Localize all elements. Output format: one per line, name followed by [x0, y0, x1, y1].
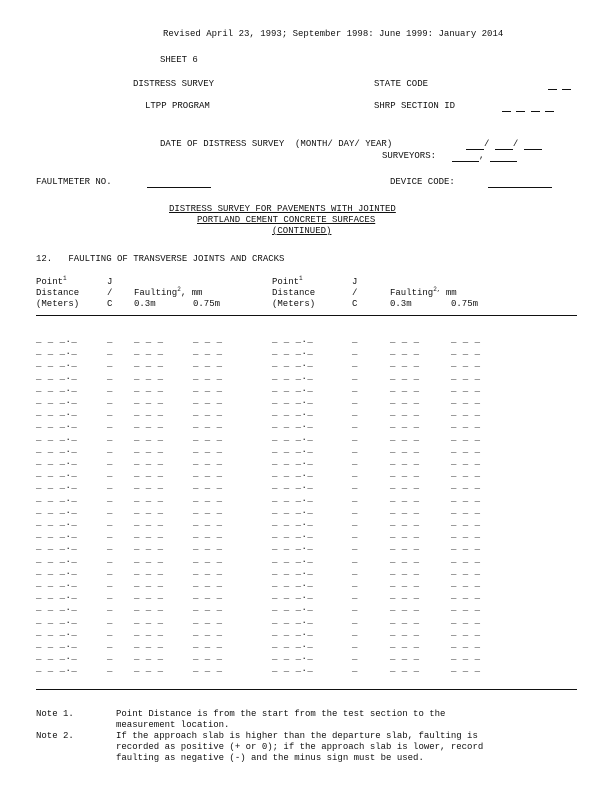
jc-right-field[interactable]: _: [352, 420, 358, 430]
point-distance-right-field[interactable]: _ _ _._: [272, 359, 314, 369]
faulting-03-left-field[interactable]: _ _ _: [134, 567, 164, 577]
jc-left-field[interactable]: _: [107, 530, 113, 540]
faulting-03-right-field[interactable]: _ _ _: [390, 420, 420, 430]
point-distance-left-field[interactable]: _ _ _._: [36, 628, 78, 638]
jc-left-field[interactable]: _: [107, 335, 113, 345]
faulting-075-right-field[interactable]: _ _ _: [451, 616, 481, 626]
faulting-075-left-field[interactable]: _ _ _: [193, 591, 223, 601]
jc-left-field[interactable]: _: [107, 652, 113, 662]
faulting-03-right-field[interactable]: _ _ _: [390, 408, 420, 418]
faulting-03-right-field[interactable]: _ _ _: [390, 567, 420, 577]
point-distance-left-field[interactable]: _ _ _._: [36, 384, 78, 394]
faulting-075-left-field[interactable]: _ _ _: [193, 469, 223, 479]
point-distance-left-field[interactable]: _ _ _._: [36, 579, 78, 589]
faulting-03-left-field[interactable]: _ _ _: [134, 469, 164, 479]
col-03-right: 0.3m: [390, 299, 412, 309]
jc-right-field[interactable]: _: [352, 628, 358, 638]
jc-left-field[interactable]: _: [107, 506, 113, 516]
point-distance-right-field[interactable]: _ _ _._: [272, 664, 314, 674]
faulting-075-left-field[interactable]: _ _ _: [193, 481, 223, 491]
faulting-075-left-field[interactable]: _ _ _: [193, 616, 223, 626]
point-distance-left-field[interactable]: _ _ _._: [36, 408, 78, 418]
faulting-075-right-field[interactable]: _ _ _: [451, 359, 481, 369]
faultmeter-label: FAULTMETER NO.: [36, 177, 112, 187]
faulting-03-left-field[interactable]: _ _ _: [134, 506, 164, 516]
point-distance-right-field[interactable]: _ _ _._: [272, 445, 314, 455]
faulting-03-left-field[interactable]: _ _ _: [134, 433, 164, 443]
faulting-075-left-field[interactable]: _ _ _: [193, 408, 223, 418]
faulting-075-right-field[interactable]: _ _ _: [451, 457, 481, 467]
faulting-03-left-field[interactable]: _ _ _: [134, 408, 164, 418]
faulting-075-right-field[interactable]: _ _ _: [451, 518, 481, 528]
col-slash-right: /: [352, 288, 358, 298]
point-distance-right-field[interactable]: _ _ _._: [272, 579, 314, 589]
faulting-03-right-field[interactable]: _ _ _: [390, 664, 420, 674]
jc-right-field[interactable]: _: [352, 664, 358, 674]
survey-date-field[interactable]: / /: [466, 139, 542, 150]
point-distance-right-field[interactable]: _ _ _._: [272, 457, 314, 467]
point-distance-left-field[interactable]: _ _ _._: [36, 664, 78, 674]
jc-left-field[interactable]: _: [107, 469, 113, 479]
faulting-075-right-field[interactable]: _ _ _: [451, 396, 481, 406]
point-distance-right-field[interactable]: _ _ _._: [272, 396, 314, 406]
col-point-right: Point$^1$: [272, 275, 303, 287]
note2-text: If the approach slab is higher than the departure slab, faulting is recorded as positive (+ or 0); if the approach slab is lower, record faulting as negative (-) and the minus sign must be used.: [116, 731, 484, 763]
faulting-075-right-field[interactable]: _ _ _: [451, 542, 481, 552]
state-code-label: STATE CODE: [374, 79, 429, 89]
point-distance-right-field[interactable]: _ _ _._: [272, 518, 314, 528]
jc-right-field[interactable]: _: [352, 579, 358, 589]
jc-right-field[interactable]: _: [352, 591, 358, 601]
shrp-section-label: SHRP SECTION ID: [374, 101, 456, 111]
faulting-075-left-field[interactable]: _ _ _: [193, 420, 223, 430]
faulting-03-left-field[interactable]: _ _ _: [134, 555, 164, 565]
faulting-03-left-field[interactable]: _ _ _: [134, 652, 164, 662]
jc-right-field[interactable]: _: [352, 494, 358, 504]
point-distance-left-field[interactable]: _ _ _._: [36, 372, 78, 382]
jc-right-field[interactable]: _: [352, 396, 358, 406]
jc-left-field[interactable]: _: [107, 579, 113, 589]
faulting-03-right-field[interactable]: _ _ _: [390, 506, 420, 516]
point-distance-left-field[interactable]: _ _ _._: [36, 433, 78, 443]
jc-left-field[interactable]: _: [107, 384, 113, 394]
faulting-03-right-field[interactable]: _ _ _: [390, 481, 420, 491]
jc-right-field[interactable]: _: [352, 457, 358, 467]
jc-right-field[interactable]: _: [352, 481, 358, 491]
jc-left-field[interactable]: _: [107, 372, 113, 382]
surveyors-field[interactable]: ,: [452, 151, 517, 162]
faulting-03-right-field[interactable]: _ _ _: [390, 616, 420, 626]
faulting-03-right-field[interactable]: _ _ _: [390, 652, 420, 662]
faulting-03-right-field[interactable]: _ _ _: [390, 591, 420, 601]
point-distance-right-field[interactable]: _ _ _._: [272, 616, 314, 626]
faulting-03-left-field[interactable]: _ _ _: [134, 359, 164, 369]
faulting-03-right-field[interactable]: _ _ _: [390, 542, 420, 552]
point-distance-right-field[interactable]: _ _ _._: [272, 408, 314, 418]
point-distance-right-field[interactable]: _ _ _._: [272, 506, 314, 516]
col-075-right: 0.75m: [451, 299, 479, 309]
faulting-03-right-field[interactable]: _ _ _: [390, 347, 420, 357]
faulting-075-left-field[interactable]: _ _ _: [193, 433, 223, 443]
jc-left-field[interactable]: _: [107, 433, 113, 443]
jc-left-field[interactable]: _: [107, 664, 113, 674]
faulting-075-left-field[interactable]: _ _ _: [193, 396, 223, 406]
faulting-03-right-field[interactable]: _ _ _: [390, 530, 420, 540]
faulting-03-right-field[interactable]: _ _ _: [390, 396, 420, 406]
col-meters-right: (Meters): [272, 299, 316, 309]
faulting-03-right-field[interactable]: _ _ _: [390, 433, 420, 443]
jc-left-field[interactable]: _: [107, 445, 113, 455]
faulting-075-left-field[interactable]: _ _ _: [193, 640, 223, 650]
faulting-075-right-field[interactable]: _ _ _: [451, 664, 481, 674]
faulting-075-left-field[interactable]: _ _ _: [193, 603, 223, 613]
col-j-left: J: [107, 277, 113, 287]
faulting-075-right-field[interactable]: _ _ _: [451, 481, 481, 491]
col-distance-left: Distance: [36, 288, 80, 298]
faulting-03-left-field[interactable]: _ _ _: [134, 347, 164, 357]
faulting-03-right-field[interactable]: _ _ _: [390, 372, 420, 382]
faulting-075-right-field[interactable]: _ _ _: [451, 384, 481, 394]
jc-left-field[interactable]: _: [107, 567, 113, 577]
faulting-03-left-field[interactable]: _ _ _: [134, 494, 164, 504]
survey-date-label: DATE OF DISTRESS SURVEY (MONTH/ DAY/ YEAR): [160, 139, 393, 149]
jc-right-field[interactable]: _: [352, 335, 358, 345]
jc-left-field[interactable]: _: [107, 359, 113, 369]
faulting-03-left-field[interactable]: _ _ _: [134, 518, 164, 528]
faulting-075-right-field[interactable]: _ _ _: [451, 628, 481, 638]
jc-right-field[interactable]: _: [352, 372, 358, 382]
faulting-075-left-field[interactable]: _ _ _: [193, 555, 223, 565]
point-distance-left-field[interactable]: _ _ _._: [36, 530, 78, 540]
faulting-075-right-field[interactable]: _ _ _: [451, 433, 481, 443]
faulting-03-right-field[interactable]: _ _ _: [390, 640, 420, 650]
jc-right-field[interactable]: _: [352, 347, 358, 357]
jc-left-field[interactable]: _: [107, 591, 113, 601]
faulting-03-right-field[interactable]: _ _ _: [390, 555, 420, 565]
faulting-075-right-field[interactable]: _ _ _: [451, 408, 481, 418]
point-distance-left-field[interactable]: _ _ _._: [36, 396, 78, 406]
faulting-03-left-field[interactable]: _ _ _: [134, 457, 164, 467]
faulting-075-right-field[interactable]: _ _ _: [451, 591, 481, 601]
note1-label: Note 1.: [36, 709, 74, 719]
jc-left-field[interactable]: _: [107, 457, 113, 467]
point-distance-right-field[interactable]: _ _ _._: [272, 555, 314, 565]
jc-left-field[interactable]: _: [107, 616, 113, 626]
faulting-03-right-field[interactable]: _ _ _: [390, 445, 420, 455]
jc-left-field[interactable]: _: [107, 408, 113, 418]
faulting-075-right-field[interactable]: _ _ _: [451, 603, 481, 613]
faulting-03-left-field[interactable]: _ _ _: [134, 384, 164, 394]
faulting-075-left-field[interactable]: _ _ _: [193, 335, 223, 345]
col-c-left: C: [107, 299, 113, 309]
faulting-03-left-field[interactable]: _ _ _: [134, 579, 164, 589]
point-distance-left-field[interactable]: _ _ _._: [36, 469, 78, 479]
point-distance-right-field[interactable]: _ _ _._: [272, 433, 314, 443]
faulting-075-left-field[interactable]: _ _ _: [193, 579, 223, 589]
point-distance-right-field[interactable]: _ _ _._: [272, 347, 314, 357]
jc-right-field[interactable]: _: [352, 616, 358, 626]
point-distance-right-field[interactable]: _ _ _._: [272, 335, 314, 345]
faulting-03-left-field[interactable]: _ _ _: [134, 664, 164, 674]
point-distance-right-field[interactable]: _ _ _._: [272, 542, 314, 552]
faulting-075-left-field[interactable]: _ _ _: [193, 347, 223, 357]
point-distance-right-field[interactable]: _ _ _._: [272, 640, 314, 650]
faulting-075-left-field[interactable]: _ _ _: [193, 567, 223, 577]
jc-left-field[interactable]: _: [107, 494, 113, 504]
faulting-03-left-field[interactable]: _ _ _: [134, 640, 164, 650]
faulting-075-right-field[interactable]: _ _ _: [451, 335, 481, 345]
jc-left-field[interactable]: _: [107, 396, 113, 406]
point-distance-left-field[interactable]: _ _ _._: [36, 445, 78, 455]
point-distance-right-field[interactable]: _ _ _._: [272, 469, 314, 479]
point-distance-left-field[interactable]: _ _ _._: [36, 494, 78, 504]
point-distance-left-field[interactable]: _ _ _._: [36, 420, 78, 430]
col-point-left: Point$^1$: [36, 275, 67, 287]
point-distance-right-field[interactable]: _ _ _._: [272, 603, 314, 613]
jc-right-field[interactable]: _: [352, 518, 358, 528]
point-distance-left-field[interactable]: _ _ _._: [36, 335, 78, 345]
point-distance-right-field[interactable]: _ _ _._: [272, 628, 314, 638]
faultmeter-field[interactable]: [147, 177, 211, 188]
surveyors-label: SURVEYORS:: [382, 151, 437, 161]
faulting-075-left-field[interactable]: _ _ _: [193, 652, 223, 662]
jc-right-field[interactable]: _: [352, 469, 358, 479]
point-distance-right-field[interactable]: _ _ _._: [272, 652, 314, 662]
jc-left-field[interactable]: _: [107, 555, 113, 565]
shrp-section-field[interactable]: [502, 101, 554, 112]
point-distance-left-field[interactable]: _ _ _._: [36, 567, 78, 577]
section-heading: 12. FAULTING OF TRANSVERSE JOINTS AND CRACKS: [36, 254, 285, 264]
faulting-03-right-field[interactable]: _ _ _: [390, 579, 420, 589]
faulting-075-left-field[interactable]: _ _ _: [193, 506, 223, 516]
faulting-03-left-field[interactable]: _ _ _: [134, 603, 164, 613]
faulting-075-left-field[interactable]: _ _ _: [193, 359, 223, 369]
form-title-line2: PORTLAND CEMENT CONCRETE SURFACES: [197, 215, 376, 225]
point-distance-left-field[interactable]: _ _ _._: [36, 555, 78, 565]
device-code-field[interactable]: [488, 177, 552, 188]
faulting-03-left-field[interactable]: _ _ _: [134, 372, 164, 382]
distress-survey-label: DISTRESS SURVEY: [133, 79, 215, 89]
faulting-03-right-field[interactable]: _ _ _: [390, 494, 420, 504]
point-distance-right-field[interactable]: _ _ _._: [272, 384, 314, 394]
faulting-03-right-field[interactable]: _ _ _: [390, 603, 420, 613]
jc-right-field[interactable]: _: [352, 408, 358, 418]
faulting-03-left-field[interactable]: _ _ _: [134, 481, 164, 491]
faulting-03-right-field[interactable]: _ _ _: [390, 628, 420, 638]
jc-left-field[interactable]: _: [107, 481, 113, 491]
faulting-075-left-field[interactable]: _ _ _: [193, 384, 223, 394]
note1-text: Point Distance is from the start from the test section to the measurement location.: [116, 709, 446, 730]
faulting-03-left-field[interactable]: _ _ _: [134, 628, 164, 638]
faulting-075-right-field[interactable]: _ _ _: [451, 579, 481, 589]
sheet-number: SHEET 6: [160, 55, 198, 65]
jc-left-field[interactable]: _: [107, 518, 113, 528]
faulting-075-right-field[interactable]: _ _ _: [451, 567, 481, 577]
faulting-075-right-field[interactable]: _ _ _: [451, 652, 481, 662]
point-distance-left-field[interactable]: _ _ _._: [36, 591, 78, 601]
point-distance-left-field[interactable]: _ _ _._: [36, 616, 78, 626]
point-distance-left-field[interactable]: _ _ _._: [36, 347, 78, 357]
jc-left-field[interactable]: _: [107, 542, 113, 552]
faulting-075-right-field[interactable]: _ _ _: [451, 640, 481, 650]
jc-left-field[interactable]: _: [107, 420, 113, 430]
jc-right-field[interactable]: _: [352, 384, 358, 394]
point-distance-right-field[interactable]: _ _ _._: [272, 372, 314, 382]
jc-right-field[interactable]: _: [352, 542, 358, 552]
point-distance-left-field[interactable]: _ _ _._: [36, 603, 78, 613]
point-distance-right-field[interactable]: _ _ _._: [272, 420, 314, 430]
faulting-03-left-field[interactable]: _ _ _: [134, 591, 164, 601]
point-distance-left-field[interactable]: _ _ _._: [36, 457, 78, 467]
faulting-075-left-field[interactable]: _ _ _: [193, 445, 223, 455]
col-faulting-left: Faulting$^2$, mm: [134, 286, 203, 298]
device-code-label: DEVICE CODE:: [390, 177, 455, 187]
faulting-075-left-field[interactable]: _ _ _: [193, 628, 223, 638]
jc-right-field[interactable]: _: [352, 555, 358, 565]
revision-dates: Revised April 23, 1993; September 1998: June 1999: January 2014: [163, 29, 504, 39]
point-distance-right-field[interactable]: _ _ _._: [272, 481, 314, 491]
jc-right-field[interactable]: _: [352, 530, 358, 540]
point-distance-left-field[interactable]: _ _ _._: [36, 652, 78, 662]
faulting-075-left-field[interactable]: _ _ _: [193, 542, 223, 552]
faulting-075-left-field[interactable]: _ _ _: [193, 664, 223, 674]
faulting-03-right-field[interactable]: _ _ _: [390, 384, 420, 394]
faulting-075-right-field[interactable]: _ _ _: [451, 530, 481, 540]
jc-left-field[interactable]: _: [107, 640, 113, 650]
jc-right-field[interactable]: _: [352, 652, 358, 662]
faulting-03-left-field[interactable]: _ _ _: [134, 530, 164, 540]
header-rule: [36, 315, 577, 316]
faulting-075-right-field[interactable]: _ _ _: [451, 372, 481, 382]
point-distance-right-field[interactable]: _ _ _._: [272, 494, 314, 504]
faulting-03-left-field[interactable]: _ _ _: [134, 616, 164, 626]
faulting-03-left-field[interactable]: _ _ _: [134, 335, 164, 345]
faulting-03-right-field[interactable]: _ _ _: [390, 469, 420, 479]
point-distance-left-field[interactable]: _ _ _._: [36, 518, 78, 528]
form-title-line3: (CONTINUED): [272, 226, 332, 236]
col-c-right: C: [352, 299, 358, 309]
faulting-03-left-field[interactable]: _ _ _: [134, 396, 164, 406]
faulting-075-left-field[interactable]: _ _ _: [193, 494, 223, 504]
footer-rule: [36, 689, 577, 690]
col-slash-left: /: [107, 288, 113, 298]
faulting-03-right-field[interactable]: _ _ _: [390, 518, 420, 528]
jc-right-field[interactable]: _: [352, 359, 358, 369]
faulting-075-right-field[interactable]: _ _ _: [451, 494, 481, 504]
faulting-075-right-field[interactable]: _ _ _: [451, 555, 481, 565]
jc-left-field[interactable]: _: [107, 628, 113, 638]
faulting-03-right-field[interactable]: _ _ _: [390, 359, 420, 369]
faulting-03-left-field[interactable]: _ _ _: [134, 542, 164, 552]
jc-right-field[interactable]: _: [352, 603, 358, 613]
faulting-075-left-field[interactable]: _ _ _: [193, 372, 223, 382]
faulting-03-right-field[interactable]: _ _ _: [390, 335, 420, 345]
point-distance-right-field[interactable]: _ _ _._: [272, 591, 314, 601]
jc-left-field[interactable]: _: [107, 347, 113, 357]
col-03-left: 0.3m: [134, 299, 156, 309]
point-distance-right-field[interactable]: _ _ _._: [272, 530, 314, 540]
col-faulting-right: Faulting$^{2,}$ mm: [390, 286, 457, 298]
faulting-03-left-field[interactable]: _ _ _: [134, 420, 164, 430]
faulting-075-right-field[interactable]: _ _ _: [451, 445, 481, 455]
jc-right-field[interactable]: _: [352, 506, 358, 516]
jc-right-field[interactable]: _: [352, 567, 358, 577]
col-distance-right: Distance: [272, 288, 316, 298]
faulting-075-right-field[interactable]: _ _ _: [451, 469, 481, 479]
jc-right-field[interactable]: _: [352, 433, 358, 443]
col-meters-left: (Meters): [36, 299, 80, 309]
faulting-03-right-field[interactable]: _ _ _: [390, 457, 420, 467]
faulting-075-left-field[interactable]: _ _ _: [193, 457, 223, 467]
point-distance-left-field[interactable]: _ _ _._: [36, 506, 78, 516]
ltpp-program-label: LTPP PROGRAM: [145, 101, 210, 111]
state-code-field[interactable]: [548, 79, 571, 90]
point-distance-left-field[interactable]: _ _ _._: [36, 640, 78, 650]
faulting-075-right-field[interactable]: _ _ _: [451, 420, 481, 430]
faulting-03-left-field[interactable]: _ _ _: [134, 445, 164, 455]
col-j-right: J: [352, 277, 358, 287]
jc-right-field[interactable]: _: [352, 445, 358, 455]
point-distance-left-field[interactable]: _ _ _._: [36, 359, 78, 369]
jc-right-field[interactable]: _: [352, 640, 358, 650]
jc-left-field[interactable]: _: [107, 603, 113, 613]
form-title-line1: DISTRESS SURVEY FOR PAVEMENTS WITH JOINTED: [169, 204, 396, 214]
point-distance-left-field[interactable]: _ _ _._: [36, 542, 78, 552]
faulting-075-right-field[interactable]: _ _ _: [451, 506, 481, 516]
faulting-075-left-field[interactable]: _ _ _: [193, 530, 223, 540]
faulting-075-left-field[interactable]: _ _ _: [193, 518, 223, 528]
note2-label: Note 2.: [36, 731, 74, 741]
point-distance-right-field[interactable]: _ _ _._: [272, 567, 314, 577]
col-075-left: 0.75m: [193, 299, 221, 309]
point-distance-left-field[interactable]: _ _ _._: [36, 481, 78, 491]
faulting-075-right-field[interactable]: _ _ _: [451, 347, 481, 357]
